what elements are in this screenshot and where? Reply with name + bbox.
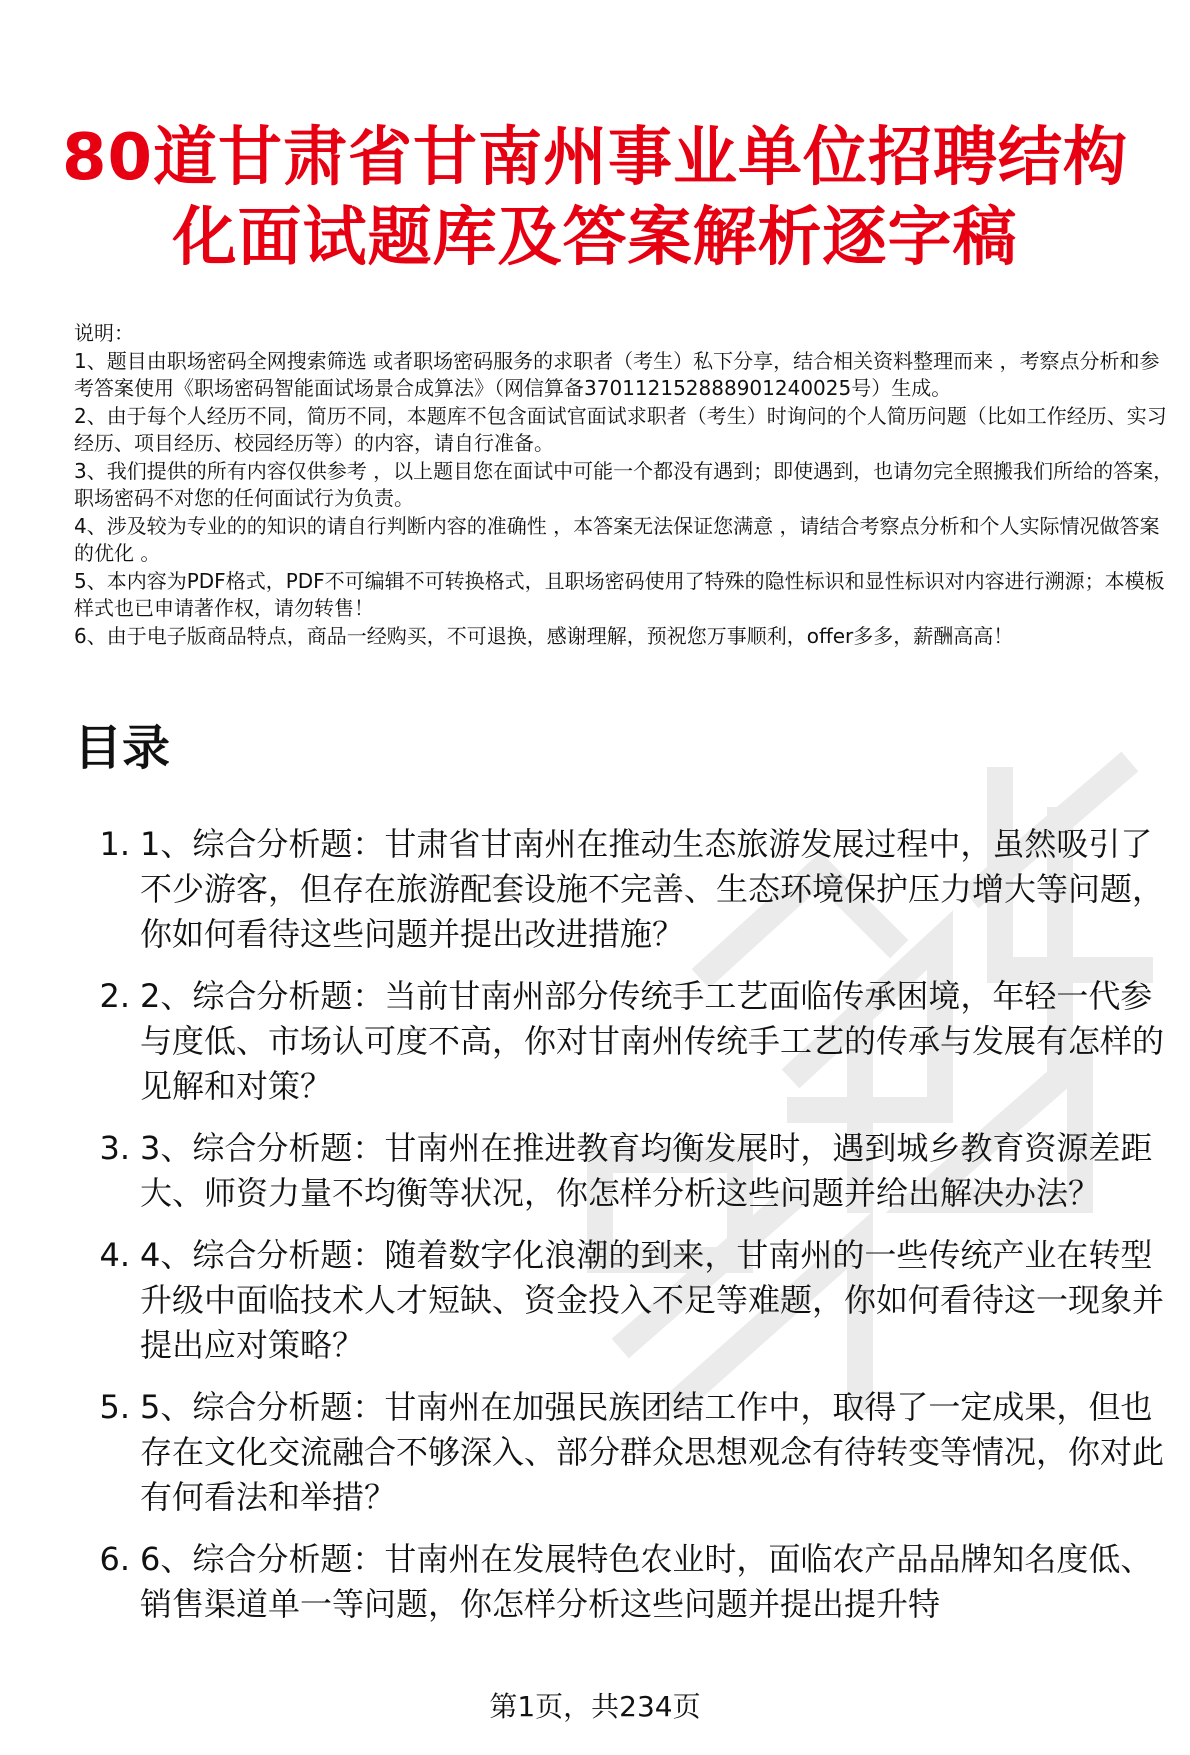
note-item: 3、我们提供的所有内容仅供参考 ，以上题目您在面试中可能一个都没有遇到；即使遇到，也请勿完全照搬我们所给的答案，职场密码不对您的任何面试行为负责。 (74, 458, 1174, 510)
note-item: 5、本内容为PDF格式，PDF不可编辑不可转换格式，且职场密码使用了特殊的隐性标识和显性标识对内容进行溯源；本模板样式也已申请著作权，请勿转售！ (74, 568, 1165, 620)
toc-list (74, 822, 1174, 1644)
page-number: 第1页，共234页 (489, 1690, 701, 1723)
toc-item[interactable] (74, 1233, 1174, 1368)
note-item: 6、由于电子版商品特点，商品一经购买，不可退换，感谢理解，预祝您万事顺利，offer多多，薪酬高高！ (74, 623, 1014, 648)
toc-item-text[interactable]: 2、综合分析题：当前甘南州部分传统手工艺面临传承困境，年轻一代参与度低、市场认可度不高，你对甘南州传统手工艺的传承与发展有怎样的见解和对策？ (140, 977, 1165, 1105)
note-item: 4、涉及较为专业的的知识的请自行判断内容的准确性 ，本答案无法保证您满意 ，请结合考察点分析和个人实际情况做答案的优化 。 (74, 513, 1160, 565)
toc-item-number: 1. (99, 825, 130, 863)
toc-item[interactable] (74, 1537, 1174, 1627)
toc-item[interactable] (74, 822, 1174, 957)
note-item: 1、题目由职场密码全网搜索筛选 或者职场密码服务的求职者（考生）私下分享，结合相关资料整理而来 ，考察点分析和参考答案使用《职场密码智能面试场景合成算法》（网信算备370112152888901240025号）生成。 (74, 348, 1160, 400)
toc-item-number: 5. (99, 1388, 130, 1426)
notes-heading: 说明： (74, 321, 134, 345)
toc-item-number: 2. (99, 977, 130, 1015)
toc-item-number: 3. (99, 1129, 130, 1167)
toc-item-number: 4. (99, 1236, 130, 1274)
toc-item-text[interactable]: 3、综合分析题：甘南州在推进教育均衡发展时，遇到城乡教育资源差距大、师资力量不均衡等状况，你怎样分析这些问题并给出解决办法？ (140, 1129, 1153, 1212)
document-title: 80道甘肃省甘南州事业单位招聘结构化面试题库及答案解析逐字稿 (61, 121, 1129, 275)
toc-item-text[interactable]: 1、综合分析题：甘肃省甘南州在推动生态旅游发展过程中，虽然吸引了不少游客，但存在旅游配套设施不完善、生态环境保护压力增大等问题，你如何看待这些问题并提出改进措施？ (140, 825, 1165, 953)
toc-item[interactable] (74, 974, 1174, 1109)
toc-item[interactable] (74, 1385, 1174, 1520)
toc-item-text[interactable]: 4、综合分析题：随着数字化浪潮的到来，甘南州的一些传统产业在转型升级中面临技术人才短缺、资金投入不足等难题，你如何看待这一现象并提出应对策略？ (140, 1236, 1165, 1364)
toc-item-text[interactable]: 6、综合分析题：甘南州在发展特色农业时，面临农产品品牌知名度低、销售渠道单一等问题，你怎样分析这些问题并提出提升特 (140, 1540, 1153, 1623)
notes-section (74, 320, 1174, 650)
toc-heading: 目录 (74, 720, 171, 776)
toc-item-number: 6. (99, 1540, 130, 1578)
toc-item[interactable] (74, 1126, 1174, 1216)
note-item: 2、由于每个人经历不同，简历不同，本题库不包含面试官面试求职者（考生）时询问的个人简历问题（比如工作经历、实习经历、项目经历、校园经历等）的内容，请自行准备。 (74, 403, 1167, 455)
toc-item-text[interactable]: 5、综合分析题：甘南州在加强民族团结工作中，取得了一定成果，但也存在文化交流融合不够深入、部分群众思想观念有待转变等情况，你对此有何看法和举措？ (140, 1388, 1165, 1516)
